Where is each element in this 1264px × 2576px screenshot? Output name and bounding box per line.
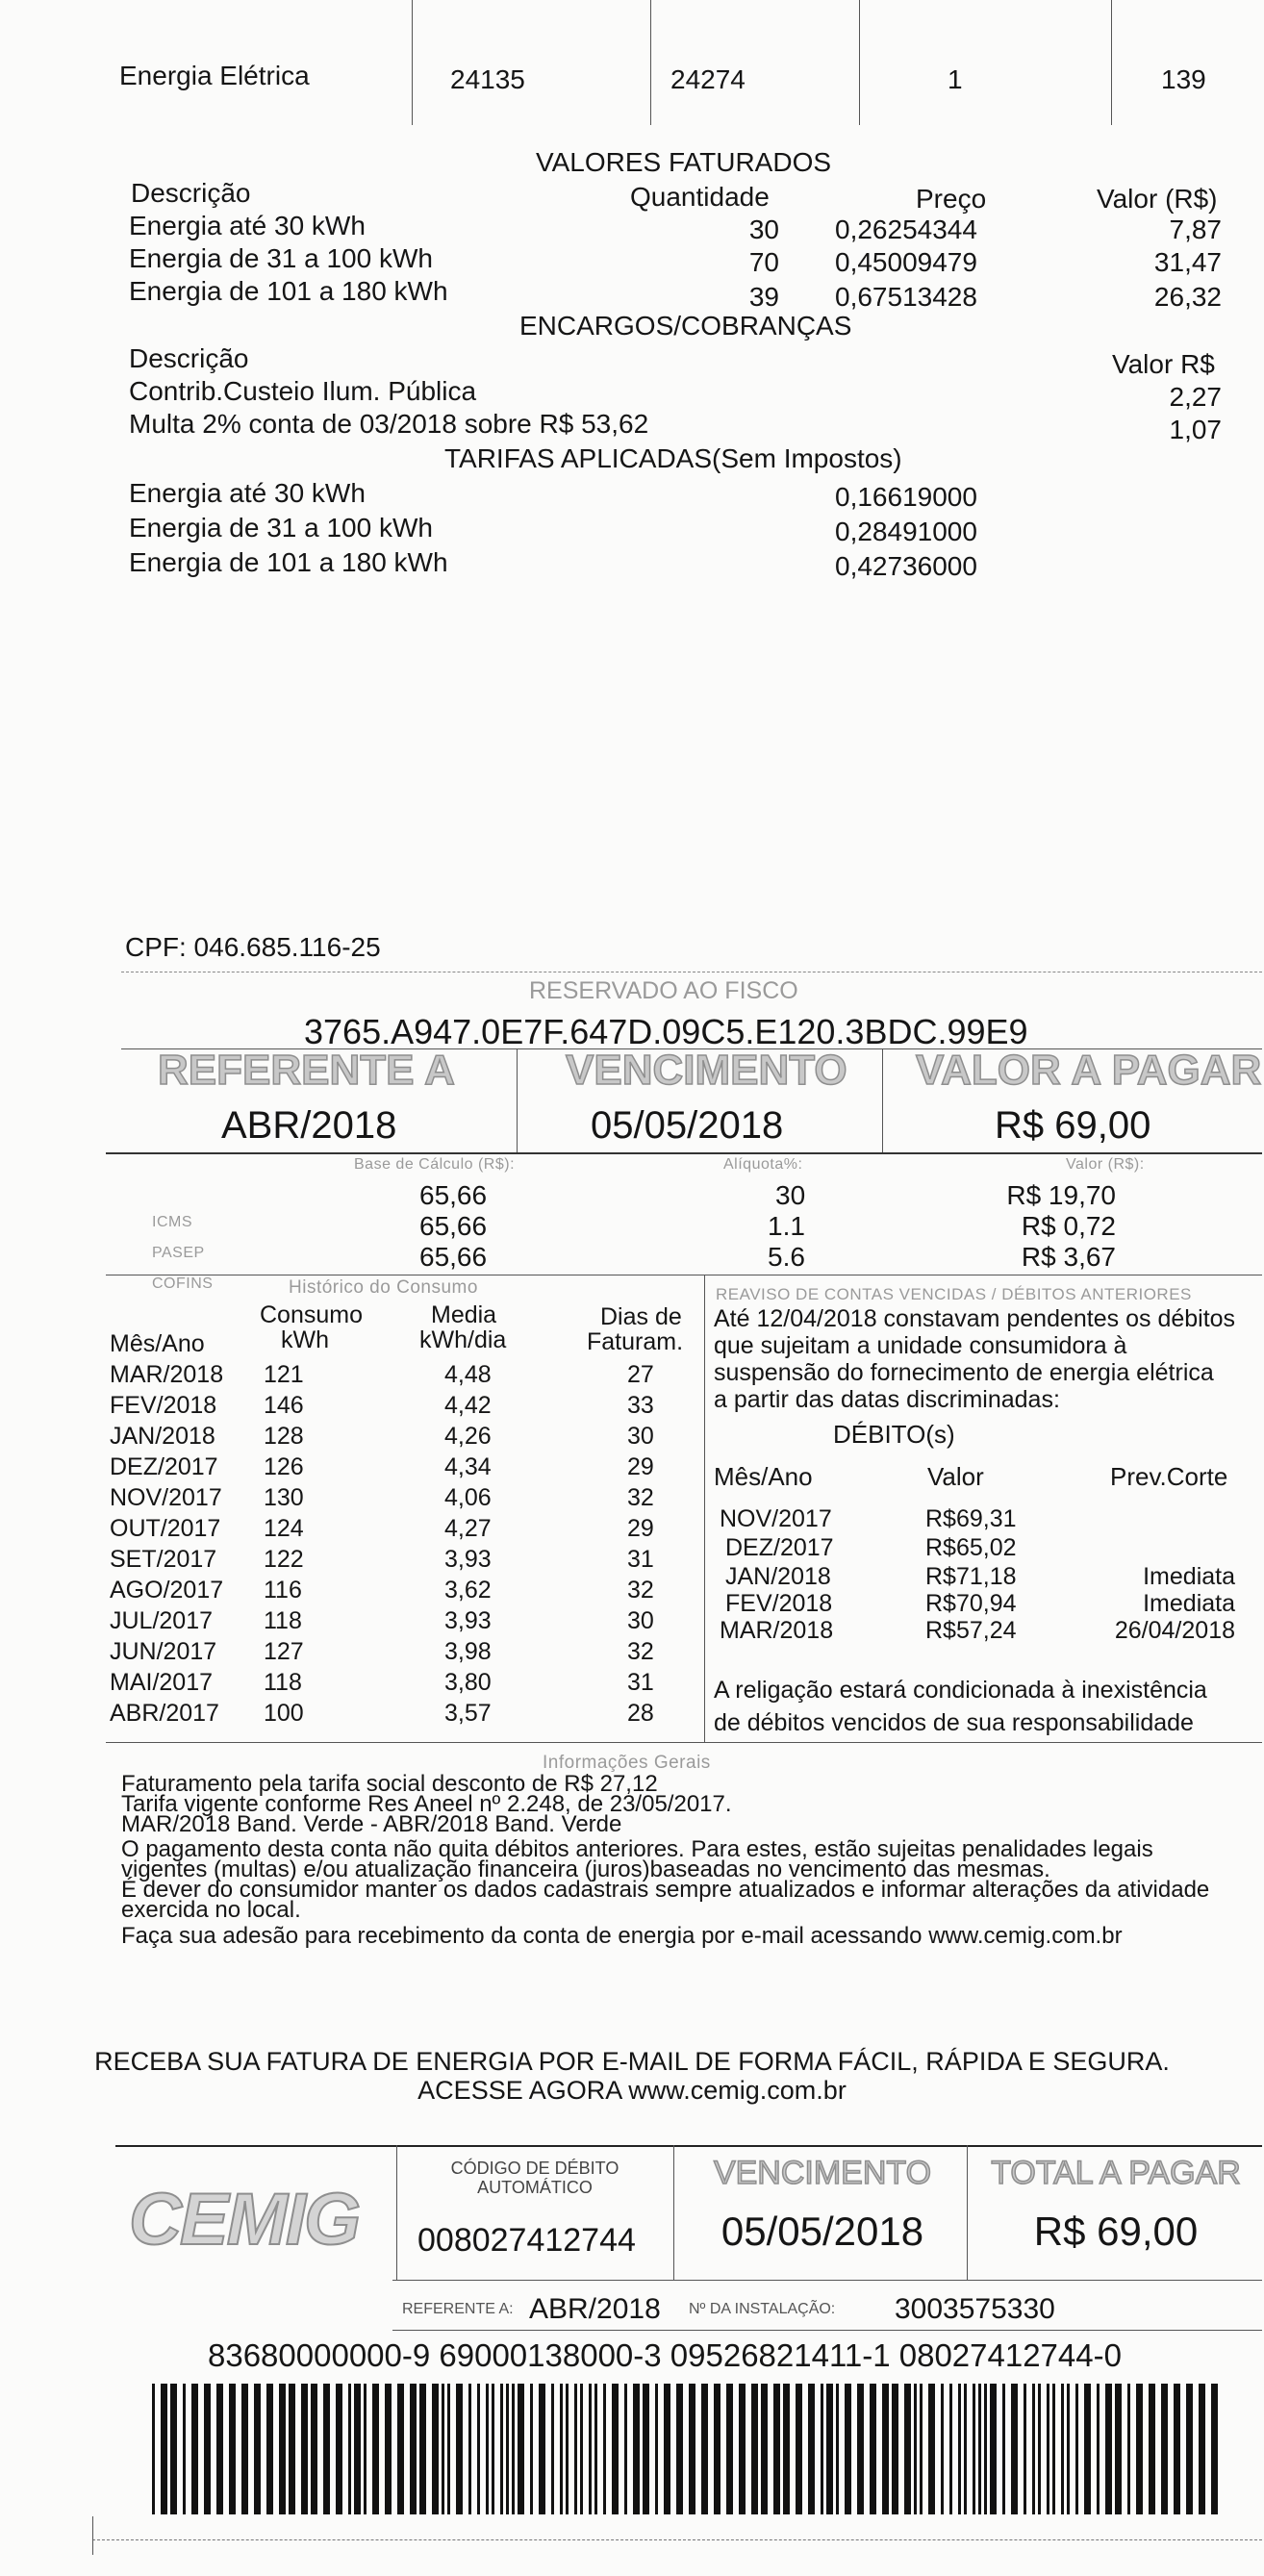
barcode-bar xyxy=(152,2384,155,2514)
tax-rate-header: Alíquota%: xyxy=(723,1156,803,1173)
barcode-bar xyxy=(920,2384,923,2514)
billed-value-header: Valor (R$) xyxy=(1097,184,1218,214)
tariff-value: 0,16619000 xyxy=(835,482,977,512)
barcode-bar xyxy=(808,2384,815,2514)
tax-base: 65,66 xyxy=(419,1211,488,1241)
tariff-desc: Energia até 30 kWh xyxy=(129,478,366,508)
barcode-bar xyxy=(1199,2384,1205,2514)
debit-code: 008027412744 xyxy=(417,2222,636,2259)
barcode-bar xyxy=(1105,2384,1112,2514)
barcode-bar xyxy=(518,2384,524,2514)
history-kwh: 130 xyxy=(264,1484,304,1511)
barcode-bar xyxy=(1047,2384,1049,2514)
history-month: MAR/2018 xyxy=(110,1361,224,1388)
charges-value: 1,07 xyxy=(1169,415,1222,444)
history-days: 30 xyxy=(627,1607,654,1634)
barcode xyxy=(152,2384,1229,2514)
barcode-bar xyxy=(701,2384,708,2514)
history-h-avg-b: kWh/dia xyxy=(419,1326,507,1353)
debits-h-month: Mês/Ano xyxy=(714,1462,813,1491)
billed-desc: Energia até 30 kWh xyxy=(129,211,366,240)
debits-h-cut: Prev.Corte xyxy=(1110,1462,1228,1491)
cpf: CPF: 046.685.116-25 xyxy=(125,932,381,962)
barcode-bar xyxy=(978,2384,981,2514)
tax-base: 65,66 xyxy=(419,1242,488,1272)
debit-value: R$69,31 xyxy=(925,1505,1017,1532)
history-avg: 4,48 xyxy=(444,1361,492,1388)
history-avg: 3,98 xyxy=(444,1638,492,1665)
billed-value: 7,87 xyxy=(1169,215,1222,244)
slip-due-value: 05/05/2018 xyxy=(720,2209,924,2254)
history-days: 27 xyxy=(627,1361,654,1388)
reading-constant: 1 xyxy=(948,64,963,94)
slip-install-value: 3003575330 xyxy=(895,2293,1055,2325)
barcode-bar xyxy=(882,2384,889,2514)
history-row xyxy=(110,1391,802,1420)
barcode-bar xyxy=(170,2384,177,2514)
info-line: Faça sua adesão para recebimento da conta de energia por e-mail acessando www.cemig.com.br xyxy=(121,1923,1123,1949)
barcode-bar xyxy=(477,2384,480,2514)
notice-footer-line: de débitos vencidos de sua responsabilidade xyxy=(714,1709,1194,1736)
barcode-bar xyxy=(574,2384,577,2514)
barcode-bar xyxy=(664,2384,670,2514)
barcode-bar xyxy=(1038,2384,1041,2514)
history-days: 31 xyxy=(627,1669,654,1696)
ref-value: ABR/2018 xyxy=(221,1104,397,1147)
debit-code-label-2: AUTOMÁTICO xyxy=(477,2178,593,2197)
barcode-bar xyxy=(183,2384,186,2514)
billed-qty: 30 xyxy=(748,215,779,244)
billed-value: 26,32 xyxy=(1153,282,1222,312)
barcode-bar xyxy=(161,2384,167,2514)
barcode-bar xyxy=(539,2384,545,2514)
debit-cut: 26/04/2018 xyxy=(1114,1617,1235,1644)
history-avg: 4,27 xyxy=(444,1515,492,1542)
history-kwh: 127 xyxy=(264,1638,304,1665)
history-days: 28 xyxy=(627,1700,654,1727)
barcode-bar xyxy=(761,2384,768,2514)
due-label: VENCIMENTO xyxy=(566,1047,847,1094)
barcode-bar xyxy=(204,2384,211,2514)
reading-previous: 24135 xyxy=(450,64,525,94)
barcode-bar xyxy=(530,2384,533,2514)
history-h-kwh-b: kWh xyxy=(281,1326,329,1353)
barcode-bar xyxy=(689,2384,695,2514)
barcode-bar xyxy=(958,2384,961,2514)
barcode-bar xyxy=(904,2384,911,2514)
history-avg: 3,57 xyxy=(444,1700,492,1727)
barcode-bar xyxy=(1002,2384,1005,2514)
charges-desc: Contrib.Custeio Ilum. Pública xyxy=(129,376,477,406)
info-text xyxy=(121,1771,1210,1949)
tax-base-header: Base de Cálculo (R$): xyxy=(354,1156,516,1173)
slip-ref-label: REFERENTE A: xyxy=(402,2301,514,2317)
history-month: FEV/2018 xyxy=(110,1392,217,1419)
history-row xyxy=(110,1606,802,1635)
history-kwh: 116 xyxy=(264,1577,302,1604)
barcode-bar xyxy=(311,2384,317,2514)
tax-value: R$ 19,70 xyxy=(1006,1180,1116,1210)
history-month: NOV/2017 xyxy=(110,1484,222,1511)
debits-h-value: Valor xyxy=(927,1462,984,1491)
barcode-bar xyxy=(984,2384,987,2514)
barcode-bar xyxy=(624,2384,627,2514)
info-title: Informações Gerais xyxy=(543,1753,711,1773)
history-days: 30 xyxy=(627,1423,654,1450)
barcode-bar xyxy=(372,2384,379,2514)
barcode-bar xyxy=(633,2384,640,2514)
debit-value: R$71,18 xyxy=(925,1563,1017,1590)
barcode-bar xyxy=(512,2384,515,2514)
barcode-bar xyxy=(892,2384,898,2514)
slip-total-label: TOTAL A PAGAR xyxy=(991,2155,1241,2191)
barcode-bar xyxy=(1127,2384,1130,2514)
barcode-bar xyxy=(1052,2384,1055,2514)
barcode-bar xyxy=(949,2384,952,2514)
barcode-bar xyxy=(1075,2384,1078,2514)
history-month: AGO/2017 xyxy=(110,1577,224,1604)
barcode-bar xyxy=(348,2384,351,2514)
history-month: JUN/2017 xyxy=(110,1638,217,1665)
tax-value: R$ 3,67 xyxy=(1021,1242,1116,1272)
billed-desc-header: Descrição xyxy=(131,178,251,208)
barcode-bar xyxy=(241,2384,248,2514)
notice-box xyxy=(714,1304,1252,1747)
debit-month: JAN/2018 xyxy=(725,1563,831,1590)
billed-price: 0,67513428 xyxy=(835,282,977,312)
history-avg: 4,34 xyxy=(444,1453,492,1480)
fisco-code: 3765.A947.0E7F.647D.09C5.E120.3BDC.99E9 xyxy=(304,1012,1028,1051)
history-kwh: 124 xyxy=(264,1515,304,1542)
history-h-avg-a: Media xyxy=(431,1301,497,1328)
barcode-bar xyxy=(1186,2384,1193,2514)
barcode-bar xyxy=(492,2384,494,2514)
billed-price: 0,45009479 xyxy=(835,247,977,277)
barcode-bar xyxy=(1011,2384,1018,2514)
history-kwh: 118 xyxy=(264,1607,302,1634)
history-avg: 3,62 xyxy=(444,1577,492,1604)
notice-title: REAVISO DE CONTAS VENCIDAS / DÉBITOS ANTERIORES xyxy=(716,1285,1192,1303)
barcode-bar xyxy=(560,2384,563,2514)
barcode-bar xyxy=(1161,2384,1168,2514)
info-line: MAR/2018 Band. Verde - ABR/2018 Band. Verde xyxy=(121,1811,622,1837)
barcode-bar xyxy=(432,2384,439,2514)
history-h-days-b: Faturam. xyxy=(587,1328,684,1355)
tax-rate: 1.1 xyxy=(768,1211,805,1241)
barcode-bar xyxy=(914,2384,917,2514)
barcode-bar xyxy=(973,2384,975,2514)
billed-title: VALORES FATURADOS xyxy=(536,147,832,177)
barcode-bar xyxy=(566,2384,569,2514)
barcode-bar xyxy=(500,2384,503,2514)
history-kwh: 121 xyxy=(264,1361,304,1388)
barcode-bar xyxy=(1115,2384,1122,2514)
barcode-bar xyxy=(442,2384,444,2514)
barcode-bar xyxy=(857,2384,864,2514)
tariff-desc: Energia de 31 a 100 kWh xyxy=(129,513,433,543)
barcode-bar xyxy=(714,2384,720,2514)
pay-label: VALOR A PAGAR xyxy=(916,1047,1262,1094)
history-avg: 3,80 xyxy=(444,1669,492,1696)
history-kwh: 128 xyxy=(264,1423,304,1450)
history-title: Histórico do Consumo xyxy=(289,1277,478,1298)
history-row xyxy=(110,1637,802,1666)
charges-desc: Multa 2% conta de 03/2018 sobre R$ 53,62 xyxy=(129,409,649,439)
tariffs-title: TARIFAS APLICADAS(Sem Impostos) xyxy=(444,443,902,473)
barcode-bar xyxy=(397,2384,404,2514)
history-h-kwh-a: Consumo xyxy=(260,1301,363,1328)
debit-value: R$65,02 xyxy=(925,1534,1017,1561)
debit-cut: Imediata xyxy=(1143,1590,1235,1617)
tax-value: R$ 0,72 xyxy=(1021,1211,1116,1241)
billed-value: 31,47 xyxy=(1153,247,1222,277)
slip-total-value: R$ 69,00 xyxy=(1033,2209,1199,2254)
barcode-bar xyxy=(1032,2384,1035,2514)
info-line: É dever do consumidor manter os dados cadastrais sempre atualizados e informar alterações da atividade xyxy=(121,1877,1210,1903)
barcode-bar xyxy=(655,2384,658,2514)
cemig-logo: CEMIG xyxy=(129,2179,360,2260)
history-days: 32 xyxy=(627,1484,654,1511)
barcode-bar xyxy=(191,2384,198,2514)
history-month: OUT/2017 xyxy=(110,1515,221,1542)
barcode-bar xyxy=(821,2384,823,2514)
history-month: JUL/2017 xyxy=(110,1607,214,1634)
charges-value: 2,27 xyxy=(1169,382,1222,412)
debit-code-label-1: CÓDIGO DE DÉBITO xyxy=(450,2159,619,2178)
barcode-bar xyxy=(783,2384,790,2514)
charges-desc-header: Descrição xyxy=(129,343,249,373)
barcode-bar xyxy=(1174,2384,1180,2514)
barcode-bar xyxy=(796,2384,802,2514)
reading-label: Energia Elétrica xyxy=(119,61,310,90)
history-row xyxy=(110,1668,802,1697)
notice-line: Até 12/04/2018 constavam pendentes os débitos xyxy=(714,1305,1236,1332)
tariff-value: 0,42736000 xyxy=(835,551,977,581)
history-avg: 4,26 xyxy=(444,1423,492,1450)
digitable-line: 83680000000-9 69000138000-3 09526821411-1 08027412744-0 xyxy=(208,2337,1122,2373)
history-kwh: 118 xyxy=(264,1669,302,1696)
tax-rate: 5.6 xyxy=(768,1242,805,1272)
debit-cut: Imediata xyxy=(1143,1563,1235,1590)
history-row xyxy=(110,1360,802,1389)
barcode-bar xyxy=(323,2384,330,2514)
barcode-bar xyxy=(1211,2384,1218,2514)
history-row xyxy=(110,1422,802,1451)
history-avg: 3,93 xyxy=(444,1546,492,1573)
tax-rate: 30 xyxy=(775,1180,806,1210)
barcode-bar xyxy=(773,2384,780,2514)
tax-base: 65,66 xyxy=(419,1180,488,1210)
history-h-days-a: Dias de xyxy=(600,1303,682,1330)
barcode-bar xyxy=(1061,2384,1064,2514)
barcode-bar xyxy=(1136,2384,1143,2514)
barcode-bar xyxy=(1067,2384,1070,2514)
barcode-bar xyxy=(612,2384,619,2514)
debit-month: FEV/2018 xyxy=(725,1590,833,1617)
slip-due-label: VENCIMENTO xyxy=(713,2155,932,2191)
barcode-bar xyxy=(456,2384,463,2514)
barcode-bar xyxy=(506,2384,509,2514)
billed-qty-header: Quantidade xyxy=(630,182,770,212)
history-avg: 3,93 xyxy=(444,1607,492,1634)
info-line: Faturamento pela tarifa social desconto de R$ 27,12 xyxy=(121,1771,658,1797)
billed-price: 0,26254344 xyxy=(835,215,977,244)
barcode-bar xyxy=(751,2384,758,2514)
barcode-bar xyxy=(580,2384,583,2514)
history-days: 29 xyxy=(627,1453,654,1480)
barcode-bar xyxy=(410,2384,417,2514)
history-row xyxy=(110,1545,802,1574)
history-kwh: 122 xyxy=(264,1546,304,1573)
barcode-bar xyxy=(468,2384,471,2514)
debit-month: MAR/2018 xyxy=(720,1617,834,1644)
notice-line: suspensão do fornecimento de energia elétrica xyxy=(714,1359,1214,1386)
tariff-desc: Energia de 101 a 180 kWh xyxy=(129,547,448,577)
barcode-bar xyxy=(1024,2384,1026,2514)
debit-value: R$57,24 xyxy=(925,1617,1017,1644)
promo-line-1: RECEBA SUA FATURA DE ENERGIA POR E-MAIL DE FORMA FÁCIL, RÁPIDA E SEGURA. xyxy=(94,2047,1170,2076)
barcode-bar xyxy=(676,2384,683,2514)
barcode-bar xyxy=(301,2384,308,2514)
barcode-bar xyxy=(836,2384,839,2514)
barcode-bar xyxy=(229,2384,236,2514)
barcode-bar xyxy=(990,2384,997,2514)
fisco-label: RESERVADO AO FISCO xyxy=(529,977,798,1004)
promo-line-2: ACESSE AGORA www.cemig.com.br xyxy=(417,2076,847,2105)
barcode-bar xyxy=(603,2384,606,2514)
debit-month: NOV/2017 xyxy=(720,1505,832,1532)
debit-value: R$70,94 xyxy=(925,1590,1017,1617)
history-days: 29 xyxy=(627,1515,654,1542)
billed-qty: 39 xyxy=(748,282,779,312)
info-line: O pagamento desta conta não quita débitos anteriores. Para estes, estão sujeitas penalidades legais xyxy=(121,1836,1153,1862)
barcode-bar xyxy=(1097,2384,1100,2514)
barcode-bar xyxy=(594,2384,597,2514)
tax-name: ICMS xyxy=(152,1214,192,1230)
barcode-bar xyxy=(354,2384,361,2514)
barcode-bar xyxy=(486,2384,489,2514)
barcode-bar xyxy=(739,2384,746,2514)
info-line: vigentes (multas) e/ou atualização financeira (juros)baseadas no vencimento das mesmas. xyxy=(121,1856,1050,1882)
notice-line: que sujeitam a unidade consumidora à xyxy=(714,1332,1127,1359)
history-avg: 4,06 xyxy=(444,1484,492,1511)
ref-label: REFERENTE A xyxy=(158,1047,455,1094)
billed-price-header: Preço xyxy=(916,184,987,214)
notice-footer-line: A religação estará condicionada à inexistência xyxy=(714,1677,1207,1704)
barcode-bar xyxy=(964,2384,967,2514)
barcode-bar xyxy=(551,2384,554,2514)
barcode-bar xyxy=(385,2384,392,2514)
barcode-bar xyxy=(216,2384,223,2514)
barcode-bar xyxy=(447,2384,450,2514)
slip-install-label: Nº DA INSTALAÇÃO: xyxy=(689,2301,836,2317)
history-days: 31 xyxy=(627,1546,654,1573)
billed-desc: Energia de 101 a 180 kWh xyxy=(129,276,448,306)
billed-qty: 70 xyxy=(748,247,779,277)
debits-title: DÉBITO(s) xyxy=(833,1420,955,1449)
barcode-bar xyxy=(726,2384,733,2514)
history-month: DEZ/2017 xyxy=(110,1453,218,1480)
barcode-bar xyxy=(826,2384,833,2514)
billed-desc: Energia de 31 a 100 kWh xyxy=(129,243,433,273)
barcode-bar xyxy=(1149,2384,1155,2514)
charges-title: ENCARGOS/COBRANÇAS xyxy=(519,311,852,341)
barcode-bar xyxy=(289,2384,295,2514)
charges-value-header: Valor R$ xyxy=(1112,349,1215,379)
history-days: 33 xyxy=(627,1392,654,1419)
barcode-bar xyxy=(254,2384,261,2514)
history-month: MAI/2017 xyxy=(110,1669,214,1696)
barcode-bar xyxy=(364,2384,367,2514)
barcode-bar xyxy=(589,2384,592,2514)
barcode-bar xyxy=(845,2384,851,2514)
barcode-bar xyxy=(279,2384,286,2514)
history-month: SET/2017 xyxy=(110,1546,217,1573)
history-month: JAN/2018 xyxy=(110,1423,215,1450)
history-kwh: 146 xyxy=(264,1392,304,1419)
pay-value: R$ 69,00 xyxy=(995,1104,1151,1147)
reading-consumption: 139 xyxy=(1161,64,1206,94)
info-line: Tarifa vigente conforme Res Aneel nº 2.248, de 23/05/2017. xyxy=(121,1791,732,1817)
history-row xyxy=(110,1576,802,1604)
due-value: 05/05/2018 xyxy=(591,1104,784,1147)
history-avg: 4,42 xyxy=(444,1392,492,1419)
barcode-bar xyxy=(419,2384,426,2514)
history-row xyxy=(110,1452,802,1481)
barcode-bar xyxy=(266,2384,273,2514)
barcode-bar xyxy=(870,2384,876,2514)
history-month: ABR/2017 xyxy=(110,1700,219,1727)
tax-value-header: Valor (R$): xyxy=(1066,1156,1145,1173)
tax-name: PASEP xyxy=(152,1245,205,1261)
barcode-bar xyxy=(1084,2384,1091,2514)
barcode-bar xyxy=(643,2384,649,2514)
history-row xyxy=(110,1483,802,1512)
history-row xyxy=(110,1699,802,1728)
history-table xyxy=(110,1301,696,1743)
history-row xyxy=(110,1514,802,1543)
barcode-bar xyxy=(941,2384,944,2514)
slip-ref-value: ABR/2018 xyxy=(529,2293,661,2325)
barcode-bar xyxy=(928,2384,935,2514)
tariff-value: 0,28491000 xyxy=(835,517,977,546)
tax-name: COFINS xyxy=(152,1275,214,1292)
info-line: exercida no local. xyxy=(121,1897,301,1923)
notice-line: a partir das datas discriminadas: xyxy=(714,1386,1060,1413)
debit-month: DEZ/2017 xyxy=(725,1534,834,1561)
reading-current: 24274 xyxy=(670,64,746,94)
history-kwh: 100 xyxy=(264,1700,304,1727)
barcode-bar xyxy=(336,2384,342,2514)
history-days: 32 xyxy=(627,1577,654,1604)
history-kwh: 126 xyxy=(264,1453,304,1480)
history-days: 32 xyxy=(627,1638,654,1665)
history-h-month: Mês/Ano xyxy=(110,1330,205,1357)
